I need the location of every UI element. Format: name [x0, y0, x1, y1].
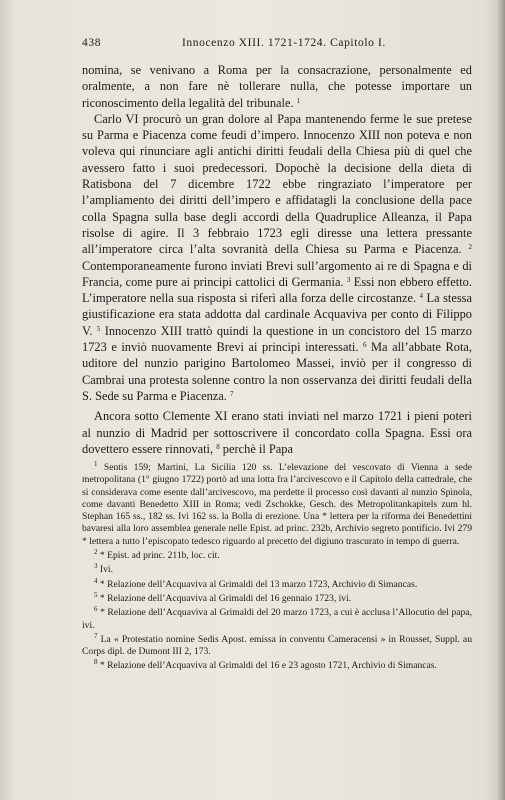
paragraph-1-text: nomina, se venivano a Roma per la consacrazione, personalmente ed oralmente, a non fare nè tollerare nulla, che potesse importare un riconoscimento della legalità del tribunale. [82, 63, 472, 110]
footnote-ref: 8 [216, 442, 220, 451]
footnote-text: * Epist. ad princ. 211b, loc. cit. [99, 550, 220, 562]
footnote-text: * Relazione dell’Acquaviva al Grimaldi del 16 gennaio 1723, ivi. [99, 592, 352, 604]
paragraph-2-text-e: Innocenzo XIII trattò quindi la questione in un concistoro del 15 marzo 1723 e inviò nuovamente Brevi ai principi interessati. [82, 323, 472, 355]
footnote-ref: 3 [346, 275, 351, 284]
footnote-number: 2 [94, 548, 98, 557]
footnote-2 [82, 550, 472, 562]
footnote-number: 7 [94, 631, 98, 640]
paragraph-2-text-c: Essi non ebbero effetto. L’imperatore nella sua risposta si riferì alla forza delle circostanze. [82, 274, 472, 306]
footnote-number: 6 [94, 605, 98, 614]
footnote-ref: 1 [296, 96, 301, 105]
paragraph-2-text-f: Ma all’abbate Rota, uditore del nunzio parigino Bartolomeo Massei, inviò per il congresso di Cambrai una protesta solenne contro la non osservanza dei diritti feudali della S. Sede su Parma e Piacenza. [82, 340, 472, 403]
footnote-ref: 5 [96, 324, 101, 333]
footnote-6 [82, 607, 472, 632]
footnote-text: La « Protestatio nomine Sedis Apost. emissa in conventu Cameracensi » in Rousset, Suppl. au Corps dipl. de Dumont III 2, 173. [82, 633, 472, 658]
footnote-1 [82, 462, 472, 548]
footnote-ref: 4 [419, 292, 424, 301]
footnote-ref: 2 [468, 243, 472, 252]
paragraph-2-text-a: Carlo VI procurò un gran dolore al Papa mantenendo ferme le sue pretese su Parma e Piacenza come feudi d’impero. Innocenzo XIII non poteva e non voleva qui rinunciare agli antichi diritti feudali della Chiesa più di quel che avessero fatto i suoi predecessori. Dopochè la decisione della dieta di Ratisbona del 7 dicembre 1722 ebbe ringraziato l’imperatore per l’ampliamento dei diritti dell’impero e affidatagli la conclusione della pace colla Spagna sulla base degli accordi della Quadruplice Alleanza, il Papa risolse di agire. Il 3 febbraio 1723 egli diresse una lettera pressante all’imperatore circa l’alta sovranità della Chiesa su Parma e Piacenza. [82, 111, 472, 257]
footnote-7 [82, 631, 472, 659]
paragraph-parma-piacenza [82, 111, 472, 404]
footnote-number: 5 [94, 590, 98, 599]
footnote-ref: 7 [229, 389, 234, 398]
paragraph-2-text-b: Contemporaneamente furono inviati Brevi sull’argomento ai re di Spagna e di Francia, come pure ai principi cattolici di Germania. [82, 258, 472, 289]
footnote-ref: 6 [363, 341, 367, 350]
running-title: Innocenzo XIII. 1721-1724. Capitolo I. [182, 37, 386, 49]
paragraph-concordato [82, 408, 472, 457]
footnote-4 [82, 576, 472, 591]
main-text [82, 62, 472, 457]
footnote-text: Ivi. [99, 564, 113, 576]
page-number: 438 [82, 37, 102, 49]
footnote-text: * Relazione dell’Acquaviva al Grimaldi del 13 marzo 1723, Archivio di Simancas. [99, 578, 418, 590]
paragraph-3-text: Ancora sotto Clemente XI erano stati inviati nel marzo 1721 i pieni poteri al nunzio di Madrid per sottoscrivere il concordato colla Spagna. Essi ora dovettero essere rinnovati, [82, 409, 472, 456]
paragraph-3-end: perchè il Papa [219, 441, 293, 456]
footnote-5 [82, 590, 472, 605]
footnote-number: 1 [94, 460, 98, 468]
footnote-number: 4 [94, 576, 98, 585]
paragraph-continuation [82, 62, 472, 111]
footnote-3 [82, 564, 472, 576]
running-header [82, 37, 475, 53]
footnote-text: * Relazione dell’Acquaviva al Grimaldi del 16 e 23 agosto 1721, Archivio di Simancas. [99, 660, 437, 672]
footnote-number: 3 [94, 562, 98, 571]
paragraph-2-text-d: La stessa giustificazione era stata addotta dal cardinale Acquaviva per conto di Filippo V. [82, 291, 473, 338]
footnote-8 [82, 660, 472, 672]
footnotes [82, 462, 472, 675]
footnote-text: Sentis 159; Martini, La Sicilia 120 ss. L’elevazione del vescovato di Vienna a sede metropolitana (1° giugno 1722) portò ad una lotta fra l’arcivescovo e il Capitolo della cattedrale, che si considerava come esente dall’arcivescovo, ma perdette il processo così davanti al nunzio Spinola, come davanti Benedetto XIII in Roma; vedi Zschokke, Gesch. des Metropolitankapitels zum hl. Stephan 165 ss., 182 ss. Ivi 162 ss. la Bolla di erezione. Una * lettera per la riforma dei Benedettini bavaresi alla loro assemblea generale nelle Epist. ad princ. 232b, Archivio segreto pontificio. Ivi 279 * lettera a tutto l’episcopato tedesco riguardo al precetto del digiuno trascurato in tempo di guerra. [82, 462, 472, 547]
page-edge-shadow [497, 0, 505, 800]
footnote-text: * Relazione dell’Acquaviva al Grimaldi del 20 marzo 1723, a cui è acclusa l’Allocutio del papa, ivi. [82, 607, 472, 631]
footnote-number: 8 [94, 658, 98, 667]
